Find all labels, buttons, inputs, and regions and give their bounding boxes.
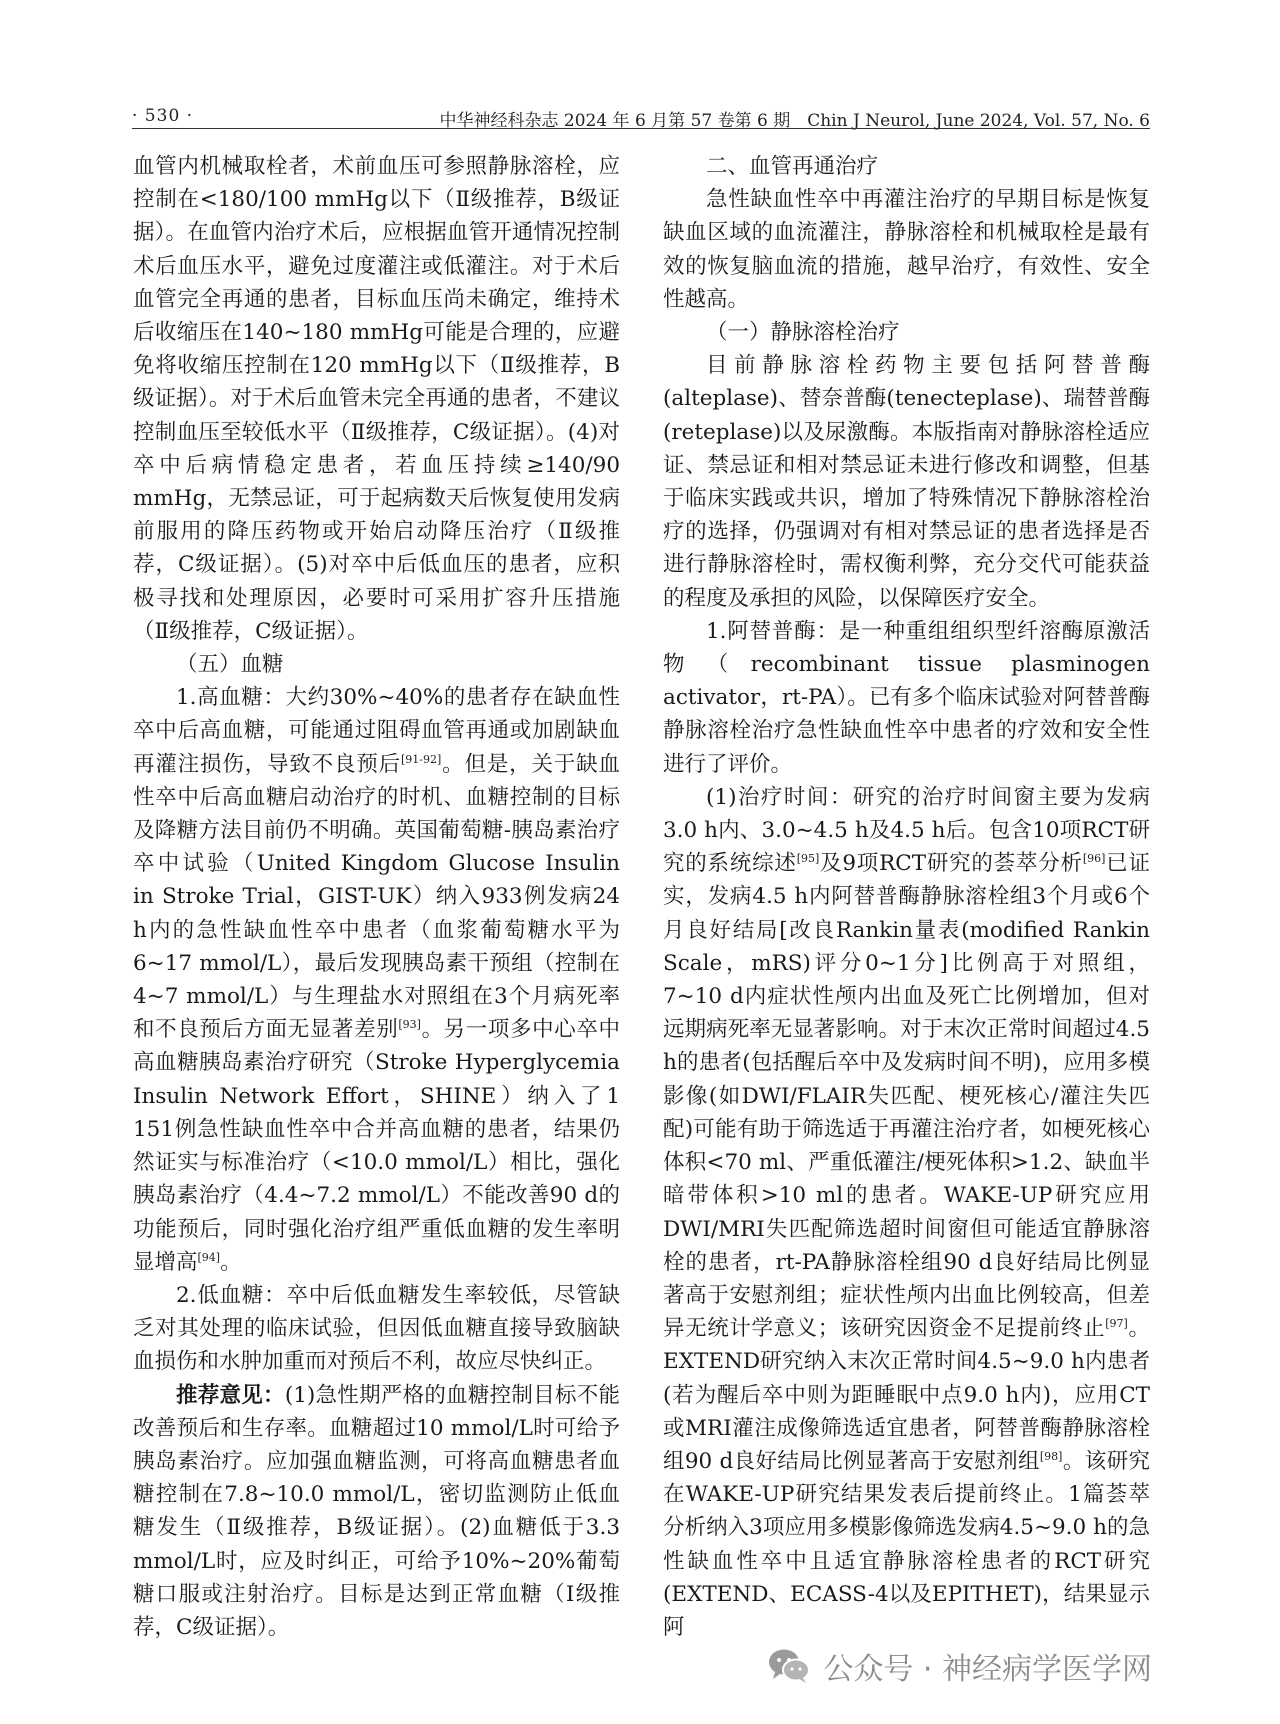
reperfusion-intro-paragraph: 急性缺血性卒中再灌注治疗的早期目标是恢复缺血区域的血流灌注，静脉溶栓和机械取栓是最有效的恢复脑血流的措施，越早治疗，有效性、安全性越高。 — [663, 187, 1150, 312]
citation-ref[interactable]: [96] — [1082, 852, 1106, 866]
bp-paragraph-continued: 血管内机械取栓者，术前血压可参照静脉溶栓，应控制在<180/100 mmHg以下（Ⅱ级推荐，B级证据）。在血管内治疗术后，应根据血管开通情况控制术后血压水平，避免过度灌注或低灌注。对于术后血管完全再通的患者，目标血压尚未确定，维持术后收缩压在140~180 mmHg可能是合理的，应避免将收缩压控制在120 mmHg以下（Ⅱ级推荐，B级证据）。对于术后血管未完全再通的患者，不建议控制血压至较低水平（Ⅱ级推荐，C级证据）。(4)对卒中后病情稳定患者，若血压持续≥140/90 mmHg，无禁忌证，可于起病数天后恢复使用发病前服用的降压药物或开始启动降压治疗（Ⅱ级推荐，C级证据）。(5)对卒中后低血压的患者，应积极寻找和处理原因，必要时可采用扩容升压措施（Ⅱ级推荐，C级证据）。 — [133, 154, 620, 644]
page-number: · 530 · — [132, 106, 194, 126]
journal-citation: 中华神经科杂志 2024 年 6 月第 57 卷第 6 期 Chin J Neurol, June 2024, Vol. 57, No. 6 — [439, 111, 1150, 131]
section-heading-blood-sugar: （五）血糖 — [176, 652, 284, 678]
treatment-time-paragraph: (1)治疗时间：研究的治疗时间窗主要为发病3.0 h内、3.0~4.5 h及4.5 h后。包含10项RCT研究的系统综述[95]及9项RCT研究的荟萃分析[96]已证实，发病4.5 h内阿替普酶静脉溶栓组3个月或6个月良好结局[改良Rankin量表(modified Rankin Scale，mRS)评分0~1分]比例高于对照组，7~10 d内症状性颅内出血及死亡比例增加，但对远期病死率无显著影响。对于末次正常时间超过4.5 h的患者(包括醒后卒中及发病时间不明)，应用多模影像(如DWI/FLAIR失匹配、梗死核心/灌注失匹配)可能有助于筛选适于再灌注治疗者，如梗死核心体积<70 ml、严重低灌注/梗死体积>1.2、缺血半暗带体积>10 ml的患者。WAKE-UP研究应用DWI/MRI失匹配筛选超时间窗但可能适宜静脉溶栓的患者，rt-PA静脉溶栓组90 d良好结局比例显著高于安慰剂组；症状性颅内出血比例较高，但差异无统计学意义；该研究因资金不足提前终止[97]。EXTEND研究纳入末次正常时间4.5~9.0 h内患者(若为醒后卒中则为距睡眠中点9.0 h内)，应用CT或MRI灌注成像筛选适宜患者，阿替普酶静脉溶栓组90 d良好结局比例显著高于安慰剂组[98]。该研究在WAKE-UP研究结果发表后提前终止。1篇荟萃分析纳入3项应用多模影像筛选发病4.5~9.0 h的急性缺血性卒中且适宜静脉溶栓患者的RCT研究(EXTEND、ECASS-4以及EPITHET)，结果显示阿 — [663, 784, 1150, 1640]
thrombolytics-paragraph: 目前静脉溶栓药物主要包括阿替普酶(alteplase)、替奈普酶(tenecteplase)、瑞替普酶(reteplase)以及尿激酶。本版指南对静脉溶栓适应证、禁忌证和相对禁忌证未进行修改和调整，但基于临床实践或共识，增加了特殊情况下静脉溶栓治疗的选择，仍强调对有相对禁忌证的患者选择是否进行静脉溶栓时，需权衡利弊，充分交代可能获益的程度及承担的风险，以保障医疗安全。 — [663, 353, 1150, 611]
citation-ref[interactable]: [97] — [1105, 1317, 1128, 1331]
right-column — [663, 150, 1150, 1644]
recommendation-label: 推荐意见： — [176, 1382, 285, 1408]
hypoglycemia-paragraph: 2.低血糖：卒中后低血糖发生率较低，尽管缺乏对其处理的临床试验，但因低血糖直接导致脑缺血损伤和水肿加重而对预后不利，故应尽快纠正。 — [133, 1282, 620, 1375]
citation-ref[interactable]: [95] — [796, 852, 820, 866]
section-heading-reperfusion: 二、血管再通治疗 — [706, 154, 879, 179]
wechat-icon — [767, 1646, 811, 1686]
recommendation-paragraph: 推荐意见：(1)急性期严格的血糖控制目标不能改善预后和生存率。血糖超过10 mmol/L时可给予胰岛素治疗。应加强血糖监测，可将高血糖患者血糖控制在7.8~10.0 mmol/L，密切监测防止低血糖发生（Ⅱ级推荐，B级证据）。(2)血糖低于3.3 mmol/L时，应及时纠正，可给予10%~20%葡萄糖口服或注射治疗。目标是达到正常血糖（Ⅰ级推荐，C级证据）。 — [133, 1382, 620, 1640]
header-rule — [132, 128, 1150, 129]
alteplase-paragraph: 1.阿替普酶：是一种重组组织型纤溶酶原激活物（recombinant tissue plasminogen activator，rt-PA）。已有多个临床试验对阿替普酶静脉溶栓治疗急性缺血性卒中患者的疗效和安全性进行了评价。 — [663, 618, 1150, 777]
page-header — [132, 102, 1150, 130]
citation-ref[interactable]: [93] — [398, 1018, 421, 1032]
citation-ref[interactable]: [91-92] — [401, 752, 442, 766]
citation-ref[interactable]: [98] — [1039, 1449, 1063, 1463]
citation-ref[interactable]: [94] — [197, 1250, 221, 1264]
left-column — [133, 150, 620, 1644]
watermark — [767, 1640, 1152, 1692]
watermark-text: 公众号 · 神经病学医学网 — [823, 1652, 1152, 1687]
section-heading-iv-thrombolysis: （一）静脉溶栓治疗 — [706, 320, 900, 346]
hyperglycemia-paragraph: 1.高血糖：大约30%~40%的患者存在缺血性卒中后高血糖，可能通过阻碍血管再通或加剧缺血再灌注损伤，导致不良预后[91-92]。但是，关于缺血性卒中后高血糖启动治疗的时机、血糖控制的目标及降糖方法目前仍不明确。英国葡萄糖-胰岛素治疗卒中试验（United Kingdom Glucose Insulin in Stroke Trial，GIST-UK）纳入933例发病24 h内的急性缺血性卒中患者（血浆葡萄糖水平为6~17 mmol/L），最后发现胰岛素干预组（控制在4~7 mmol/L）与生理盐水对照组在3个月病死率和不良预后方面无显著差别[93]。另一项多中心卒中高血糖胰岛素治疗研究（Stroke Hyperglycemia Insulin Network Effort，SHINE）纳入了1 151例急性缺血性卒中合并高血糖的患者，结果仍然证实与标准治疗（<10.0 mmol/L）相比，强化胰岛素治疗（4.4~7.2 mmol/L）不能改善90 d的功能预后，同时强化治疗组严重低血糖的发生率明显增高[94]。 — [133, 685, 620, 1275]
